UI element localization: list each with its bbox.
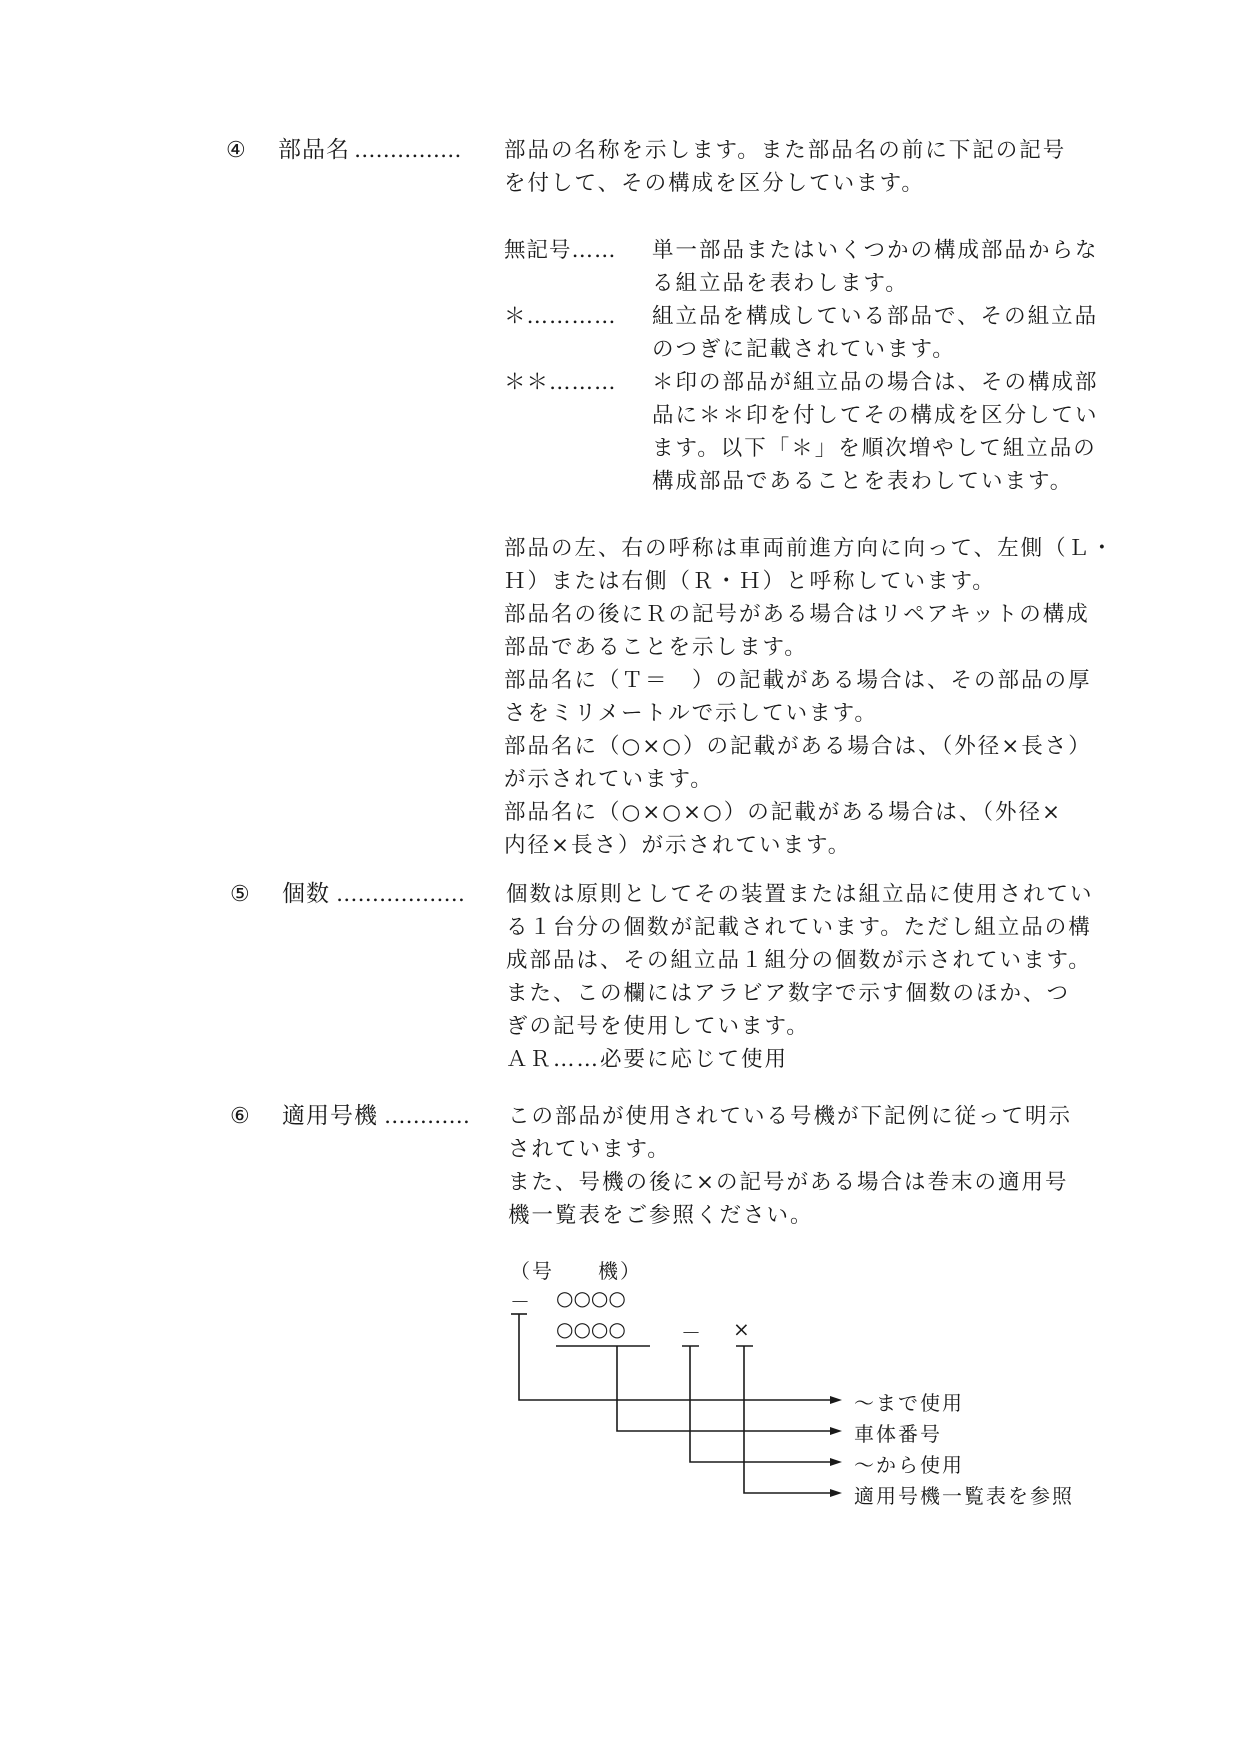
section4-leader: …………… [354,138,462,163]
section6-line-3: また、号機の後に×の記号がある場合は巻末の適用号 [508,1170,1069,1195]
section5-line-2: る１台分の個数が記載されています。ただし組立品の構 [506,915,1092,940]
section4-intro-line-1: 部品の名称を示します。また部品名の前に下記の記号 [504,138,1067,163]
section4-note-line-8: が示されています。 [504,767,714,792]
section4-note-line-10: 内径×長さ）が示されています。 [504,833,852,858]
section6-heading: 適用号機 [282,1103,378,1129]
symbol-double-asterisk-desc-2: 品に＊＊印を付してその構成を区分してい [652,403,1099,428]
section4-note-line-7: 部品名に（○×○）の記載がある場合は、（外径×長さ） [504,734,1092,759]
section4-number: ④ [226,138,248,163]
section5-number: ⑤ [230,882,252,907]
section4-intro-line-2: を付して、その構成を区分しています。 [504,171,925,196]
arrow-head-body-number [830,1427,842,1435]
leader-line-reference [744,1346,830,1493]
symbol-none-desc-1: 単一部品またはいくつかの構成部品からな [652,238,1099,263]
section6-line-2: されています。 [508,1137,671,1162]
section5-line-4: また、この欄にはアラビア数字で示す個数のほか、つ [506,981,1071,1006]
section5-line-1: 個数は原則としてその装置または組立品に使用されてい [506,882,1094,907]
leader-line-body-number [617,1346,830,1431]
section5-line-6: ＡＲ……必要に応じて使用 [506,1047,789,1072]
symbol-double-asterisk-desc-1: ＊印の部品が組立品の場合は、その構成部 [652,370,1099,395]
section6-number: ⑥ [230,1104,252,1129]
diagram-label-reference: 適用号機一覧表を参照 [854,1484,1074,1508]
section4-note-line-9: 部品名に（○×○×○）の記載がある場合は、（外径× [504,800,1063,825]
section5-line-5: ぎの記号を使用しています。 [506,1014,810,1039]
section4-note-line-4: 部品であることを示します。 [504,635,808,660]
diagram-row2-dash: － [681,1321,703,1345]
diagram-row1-code: ○○○○ [556,1286,626,1310]
diagram-header: （号 機） [510,1259,642,1283]
arrow-head-until [830,1396,842,1404]
section5-heading: 個数 [282,881,330,907]
section5-leader: ……………… [336,882,465,907]
diagram-label-from: ～から使用 [854,1453,964,1477]
diagram-label-until: ～まで使用 [854,1391,964,1415]
section4-note-line-6: さをミリメートルで示しています。 [504,701,878,726]
symbol-single-asterisk: ＊………… [504,304,617,329]
section4-note-line-1: 部品の左、右の呼称は車両前進方向に向って、左側（Ｌ・ [504,536,1115,561]
section6-leader: ………… [384,1104,470,1129]
arrow-head-from [830,1458,842,1466]
symbol-double-asterisk-desc-3: ます。以下「＊」を順次増やして組立品の [652,436,1097,461]
section4-note-line-5: 部品名に（Ｔ＝ ）の記載がある場合は、その部品の厚 [504,668,1092,693]
section6-line-1: この部品が使用されている号機が下記例に従って明示 [508,1104,1073,1129]
diagram-row2-code: ○○○○ [556,1317,626,1341]
section4-heading: 部品名 [278,137,350,163]
symbol-none-desc-2: る組立品を表わします。 [652,271,909,296]
diagram-row1-mark: － [510,1290,532,1314]
leader-line-from [690,1346,830,1462]
symbol-double-asterisk-desc-4: 構成部品であることを表わしています。 [652,469,1074,494]
section4-note-line-3: 部品名の後にＲの記号がある場合はリペアキットの構成 [504,602,1090,627]
symbol-single-asterisk-desc-2: のつぎに記載されています。 [652,337,956,362]
symbol-single-asterisk-desc-1: 組立品を構成している部品で、その組立品 [652,304,1099,329]
symbol-none: 無記号…… [504,238,617,263]
diagram-row2-cross: × [733,1317,752,1341]
section5-line-3: 成部品は、その組立品１組分の個数が示されています。 [506,948,1092,973]
diagram-label-body-number: 車体番号 [854,1422,942,1446]
section4-note-line-2: Ｈ）または右側（Ｒ・Ｈ）と呼称しています。 [504,569,996,594]
symbol-double-asterisk: ＊＊……… [504,370,617,395]
leader-line-until [519,1314,830,1400]
arrow-head-reference [830,1489,842,1497]
section6-line-4: 機一覧表をご参照ください。 [508,1203,814,1228]
